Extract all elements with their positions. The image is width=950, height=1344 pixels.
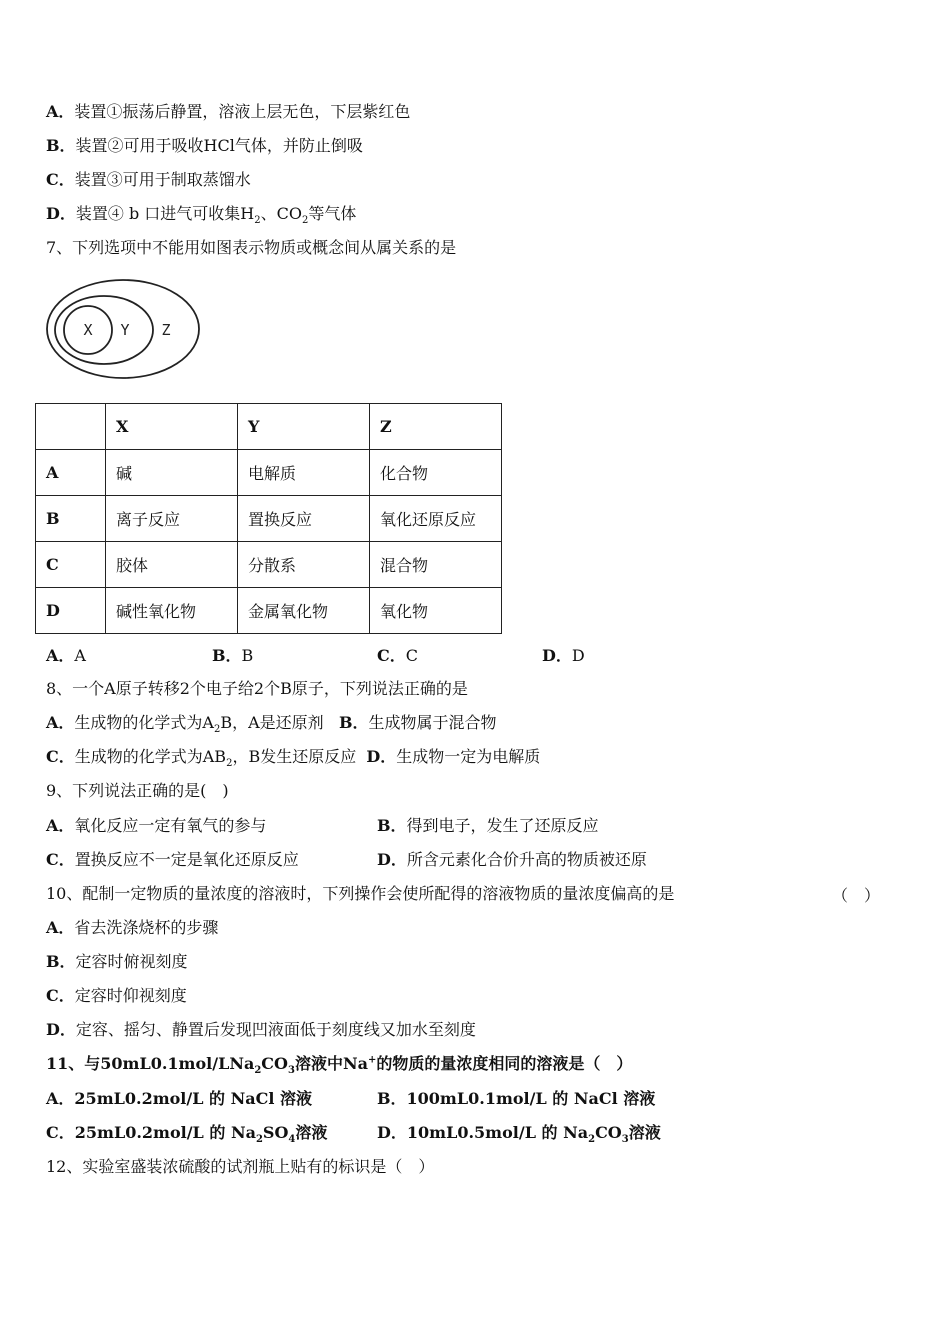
table-cell: 分散系 bbox=[238, 542, 370, 588]
table-cell: 碱性氧化物 bbox=[106, 588, 238, 634]
table-header-cell bbox=[36, 404, 106, 450]
q6-option-c bbox=[46, 170, 251, 190]
option-label: D． bbox=[542, 646, 572, 665]
subscript: 2 bbox=[302, 215, 309, 227]
q7-option-c bbox=[377, 646, 418, 666]
q7-option-d bbox=[542, 646, 585, 666]
option-label: D． bbox=[377, 1123, 407, 1142]
option-text: 所含元素化合价升高的物质被还原 bbox=[406, 850, 647, 869]
option-text-mid: SO bbox=[262, 1123, 289, 1142]
table-cell: 碱 bbox=[106, 450, 238, 496]
option-text: 定容时俯视刻度 bbox=[75, 952, 188, 971]
q7-stem: 7、下列选项中不能用如图表示物质或概念间从属关系的是 bbox=[46, 238, 457, 257]
option-text: 生成物属于混合物 bbox=[368, 713, 497, 732]
q8-options-ab bbox=[46, 713, 497, 736]
option-label: B． bbox=[46, 136, 76, 155]
option-text: 生成物一定为电解质 bbox=[396, 747, 541, 766]
q11-option-d bbox=[377, 1123, 661, 1146]
table-header-cell: Y bbox=[238, 404, 370, 450]
option-label: D． bbox=[366, 747, 397, 766]
option-text: 装置②可用于吸收HCl气体，并防止倒吸 bbox=[75, 136, 363, 155]
option-text: 置换反应不一定是氧化还原反应 bbox=[74, 850, 299, 869]
option-label: C． bbox=[46, 747, 75, 766]
classification-table bbox=[35, 403, 502, 634]
option-text: 定容时仰视刻度 bbox=[74, 986, 187, 1005]
stem-pre: 11、与50mL0.1mol/LNa bbox=[46, 1054, 255, 1073]
option-text: D bbox=[571, 646, 585, 665]
q11-option-c bbox=[46, 1123, 328, 1146]
option-label: A． bbox=[46, 816, 75, 835]
q10-option-c bbox=[46, 986, 187, 1006]
option-text: 省去洗涤烧杯的步骤 bbox=[74, 918, 219, 937]
table-cell: 化合物 bbox=[370, 450, 502, 496]
table-cell: C bbox=[36, 542, 106, 588]
q6-option-b bbox=[46, 136, 363, 156]
q10-option-b bbox=[46, 952, 188, 972]
table-row bbox=[36, 496, 502, 542]
subscript: 3 bbox=[621, 1134, 629, 1146]
option-label: C． bbox=[46, 850, 75, 869]
q9-option-a bbox=[46, 816, 266, 836]
q6-option-a bbox=[46, 102, 410, 122]
q11-option-b bbox=[377, 1089, 655, 1109]
subscript: 3 bbox=[287, 1065, 295, 1077]
option-label: A． bbox=[46, 102, 75, 121]
q9-option-c bbox=[46, 850, 299, 870]
option-text-post: ，B发生还原反应 bbox=[232, 747, 357, 766]
q11-stem bbox=[46, 1054, 633, 1077]
table-cell: 离子反应 bbox=[106, 496, 238, 542]
q8-options-cd bbox=[46, 747, 541, 770]
q10-option-a bbox=[46, 918, 218, 938]
option-text-pre: 装置④ b 口进气可收集H bbox=[75, 204, 255, 223]
option-text-post: 溶液 bbox=[295, 1123, 328, 1142]
option-text: 装置①振荡后静置，溶液上层无色，下层紫红色 bbox=[74, 102, 411, 121]
option-text-pre: 25mL0.2mol/L 的 Na bbox=[74, 1123, 256, 1142]
stem-mid: CO bbox=[261, 1054, 288, 1073]
option-label: D． bbox=[46, 204, 76, 223]
option-text: A bbox=[74, 646, 86, 665]
label-y: Y bbox=[120, 321, 130, 339]
option-label: C． bbox=[46, 1123, 75, 1142]
option-label: C． bbox=[46, 986, 75, 1005]
option-label: C． bbox=[377, 646, 406, 665]
option-text: C bbox=[405, 646, 418, 665]
option-text: 定容、摇匀、静置后发现凹液面低于刻度线又加水至刻度 bbox=[75, 1020, 476, 1039]
option-label: B． bbox=[212, 646, 242, 665]
subscript: 2 bbox=[254, 1065, 262, 1077]
option-label: D． bbox=[377, 850, 407, 869]
option-text: 氧化反应一定有氧气的参与 bbox=[74, 816, 267, 835]
option-text: 25mL0.2mol/L 的 NaCl 溶液 bbox=[74, 1089, 312, 1108]
table-cell: 金属氧化物 bbox=[238, 588, 370, 634]
option-text: 100mL0.1mol/L 的 NaCl 溶液 bbox=[406, 1089, 656, 1108]
option-text-post: 等气体 bbox=[308, 204, 357, 223]
option-text-mid: 、CO bbox=[260, 204, 303, 223]
subscript: 2 bbox=[254, 215, 261, 227]
table-cell: 混合物 bbox=[370, 542, 502, 588]
table-cell: 氧化还原反应 bbox=[370, 496, 502, 542]
table-row bbox=[36, 588, 502, 634]
table-row bbox=[36, 542, 502, 588]
option-text-post: 溶液 bbox=[628, 1123, 661, 1142]
table-cell: A bbox=[36, 450, 106, 496]
table-cell: 置换反应 bbox=[238, 496, 370, 542]
option-text: B bbox=[241, 646, 254, 665]
option-text-pre: 生成物的化学式为A bbox=[74, 713, 214, 732]
option-text-post: B，A是还原剂 bbox=[220, 713, 324, 732]
q10-answer-paren: （ ） bbox=[832, 886, 881, 905]
option-label: D． bbox=[46, 1020, 76, 1039]
option-label: B． bbox=[377, 1089, 407, 1108]
middle-ellipse-y bbox=[55, 296, 153, 364]
q7-option-a bbox=[46, 646, 86, 666]
option-label: A． bbox=[46, 646, 75, 665]
option-label: A． bbox=[46, 713, 75, 732]
table-cell: 胶体 bbox=[106, 542, 238, 588]
table-header-cell: Z bbox=[370, 404, 502, 450]
option-text: 得到电子，发生了还原反应 bbox=[406, 816, 599, 835]
option-label: B． bbox=[377, 816, 407, 835]
table-cell: 电解质 bbox=[238, 450, 370, 496]
option-label: B． bbox=[46, 952, 76, 971]
label-x: X bbox=[83, 321, 93, 339]
subscript: 2 bbox=[213, 724, 221, 736]
stem-mid2: 溶液中Na bbox=[294, 1054, 368, 1073]
option-label: A． bbox=[46, 1089, 75, 1108]
q10-stem: 10、配制一定物质的量浓度的溶液时，下列操作会使所配得的溶液物质的量浓度偏高的是 bbox=[46, 884, 675, 903]
q6-option-d bbox=[46, 204, 357, 227]
label-z: Z bbox=[161, 321, 171, 339]
option-text-pre: 生成物的化学式为AB bbox=[74, 747, 227, 766]
option-label: B． bbox=[338, 713, 369, 732]
option-text-mid: CO bbox=[595, 1123, 622, 1142]
option-text-pre: 10mL0.5mol/L 的 Na bbox=[406, 1123, 589, 1142]
q8-stem: 8、一个A原子转移2个电子给2个B原子，下列说法正确的是 bbox=[46, 679, 468, 698]
table-cell: 氧化物 bbox=[370, 588, 502, 634]
subscript: 2 bbox=[255, 1134, 263, 1146]
subscript: 2 bbox=[226, 758, 233, 770]
q9-stem: 9、下列说法正确的是( ) bbox=[46, 781, 229, 800]
q9-option-b bbox=[377, 816, 599, 836]
option-label: A． bbox=[46, 918, 75, 937]
table-header-cell: X bbox=[106, 404, 238, 450]
table-header-row bbox=[36, 404, 502, 450]
table-row bbox=[36, 450, 502, 496]
q7-option-b bbox=[212, 646, 253, 666]
table-cell: B bbox=[36, 496, 106, 542]
stem-post: 的物质的量浓度相同的溶液是（ ） bbox=[376, 1054, 633, 1073]
venn-diagram bbox=[44, 277, 204, 383]
option-text: 装置③可用于制取蒸馏水 bbox=[74, 170, 251, 189]
q10-option-d bbox=[46, 1020, 476, 1040]
superscript: + bbox=[367, 1054, 377, 1066]
q12-stem: 12、实验室盛装浓硫酸的试剂瓶上贴有的标识是（ ） bbox=[46, 1157, 435, 1176]
option-label: C． bbox=[46, 170, 75, 189]
table-cell: D bbox=[36, 588, 106, 634]
subscript: 4 bbox=[288, 1134, 296, 1146]
q9-option-d bbox=[377, 850, 647, 870]
subscript: 2 bbox=[588, 1134, 596, 1146]
q11-option-a bbox=[46, 1089, 312, 1109]
